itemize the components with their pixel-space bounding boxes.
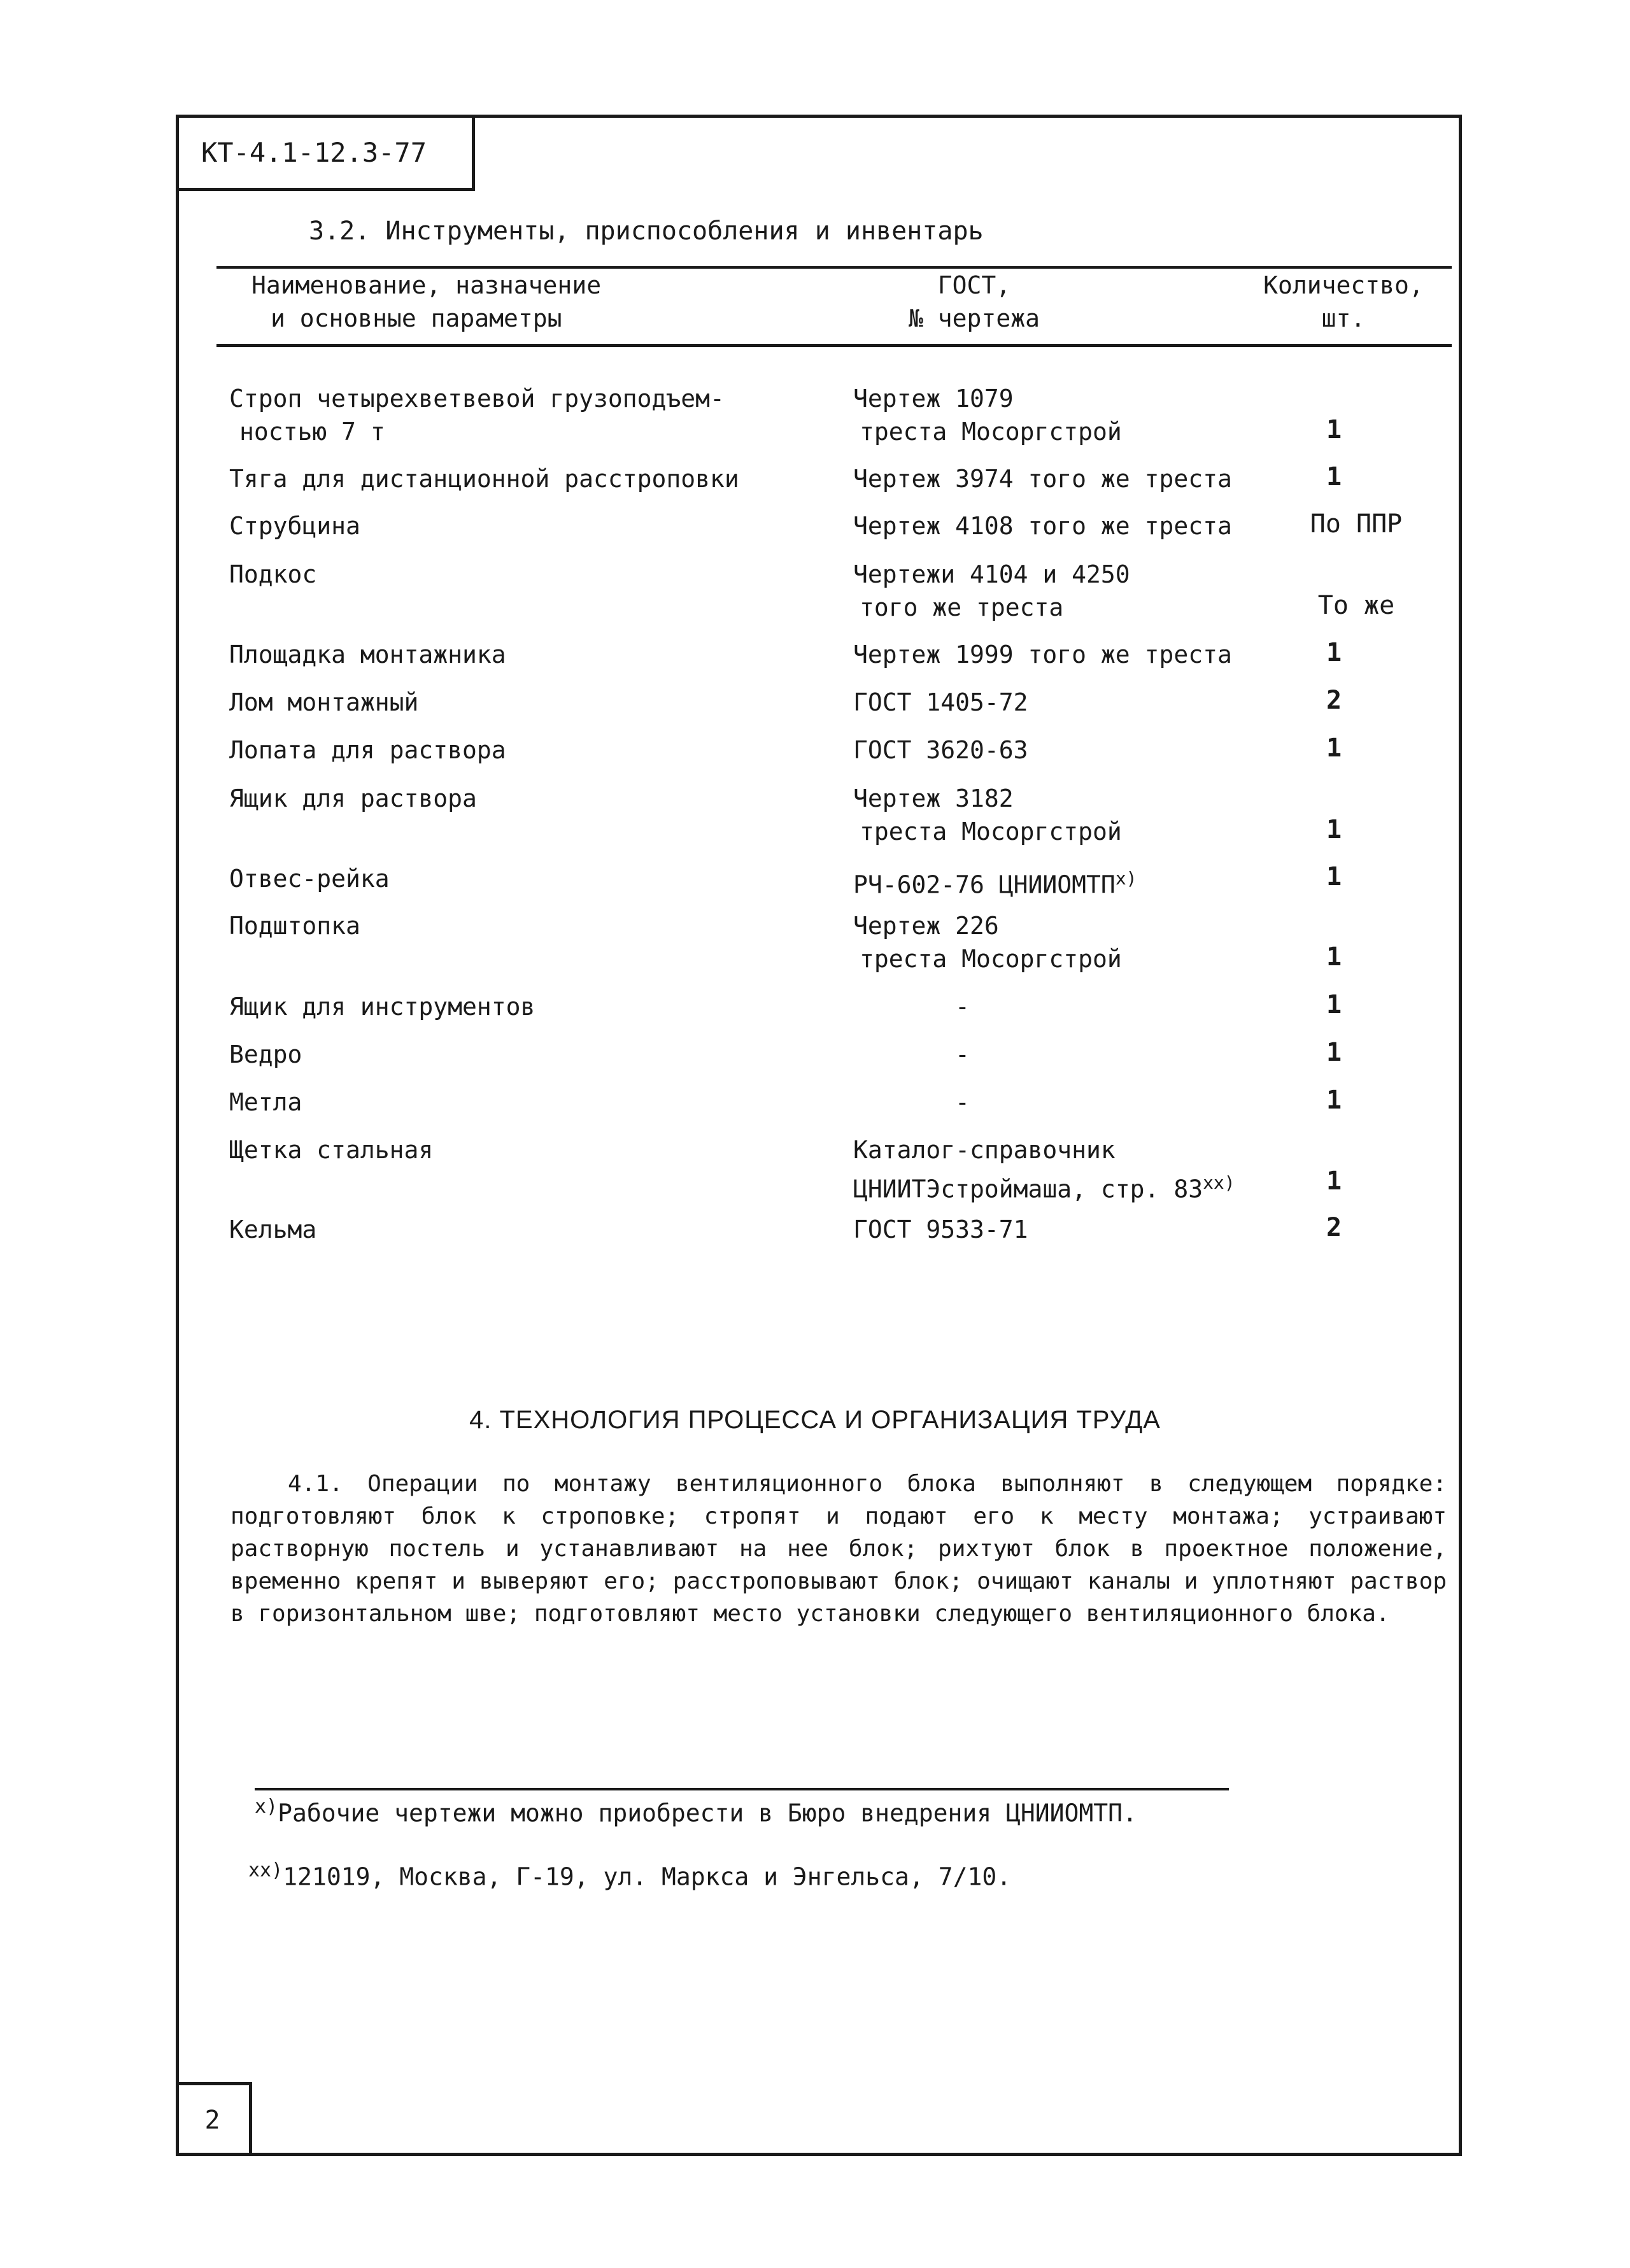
page-number: 2 (176, 2082, 252, 2156)
row-gost-cell: ГОСТ 9533-71 (853, 1216, 1028, 1244)
row-name-cell: Подштопка (229, 912, 360, 940)
row-name-cell: Ящик для инструментов (229, 993, 535, 1021)
row-name-cell: Лом монтажный (229, 688, 419, 716)
row-gost-cell: ГОСТ 1405-72 (853, 688, 1028, 716)
header-gost: ГОСТ, № чертежа (909, 271, 1040, 332)
section4-paragraph: 4.1. Операции по монтажу вентиляционного блока выполняют в следующем порядке: подготовляют блок к строповке; стропят и подают его к месту монтажа; устраивают растворную постель и устанавливают на нее блок; рихтуют блок в проектное положение, временно крепят и выверяют его; расстроповывают блок; очищают каналы и уплотняют раствор в горизонтальном шве; подготовляют место установки следующего вентиляционного блока. (230, 1471, 1447, 1627)
row-gost-cell: Чертеж 4108 того же треста (853, 512, 1232, 540)
table-header-rule (216, 344, 1452, 347)
row-qty-cell: 1 (1326, 862, 1342, 891)
row-name-cell: Кельма (229, 1216, 317, 1244)
header-qty: Количество, шт. (1263, 271, 1424, 332)
row-qty-cell: 1 (1326, 990, 1342, 1019)
row-gost-cell: РЧ-602-76 ЦНИИОМТП$^{x)}$ (853, 868, 1137, 899)
row-name-cell: Строп четырехветвевой грузоподъем- ностью 7 т (229, 385, 725, 446)
row-gost-cell: Каталог-справочник ЦНИИТЭстроймаша, стр. 83$^{xx)}$ (853, 1136, 1235, 1203)
row-qty-cell: 1 (1326, 415, 1342, 444)
row-gost-cell: ГОСТ 3620-63 (853, 736, 1028, 764)
row-qty-cell: 1 (1326, 815, 1342, 844)
row-name-cell: Щетка стальная (229, 1136, 434, 1164)
row-name-cell: Лопата для раствора (229, 736, 506, 764)
row-gost-cell: - (955, 1088, 970, 1116)
row-qty-cell: 1 (1326, 1166, 1342, 1196)
row-qty-cell: По ППР (1310, 509, 1403, 539)
row-qty-cell: 2 (1326, 686, 1342, 715)
row-qty-cell: 1 (1326, 462, 1342, 492)
section4-heading: 4. ТЕХНОЛОГИЯ ПРОЦЕССА И ОРГАНИЗАЦИЯ ТРУДА (469, 1406, 1161, 1434)
row-name-cell: Метла (229, 1088, 302, 1116)
row-qty-cell: 2 (1326, 1213, 1342, 1242)
footnote-2: $^{xx)}$121019, Москва, Г-19, ул. Маркса и Энгельса, 7/10. (248, 1859, 1012, 1891)
section-title: 3.2. Инструменты, приспособления и инвентарь (309, 216, 984, 246)
row-name-cell: Подкос (229, 560, 317, 588)
row-qty-cell: 1 (1326, 1038, 1342, 1067)
row-qty-cell: 1 (1326, 638, 1342, 667)
row-name-cell: Отвес-рейка (229, 865, 390, 893)
row-name-cell: Ящик для раствора (229, 784, 477, 812)
footnote-rule (255, 1788, 1229, 1790)
header-name: Наименование, назначение и основные параметры (252, 271, 602, 332)
row-name-cell: Площадка монтажника (229, 641, 506, 669)
row-gost-cell: Чертеж 3182 треста Мосоргстрой (853, 784, 1122, 846)
row-gost-cell: - (955, 1040, 970, 1068)
row-qty-cell: 1 (1326, 734, 1342, 763)
row-qty-cell: То же (1317, 591, 1395, 620)
row-qty-cell: 1 (1326, 942, 1342, 972)
row-gost-cell: Чертеж 226 треста Мосоргстрой (853, 912, 1122, 973)
row-gost-cell: Чертежи 4104 и 4250 того же треста (853, 560, 1130, 621)
row-gost-cell: Чертеж 1079 треста Мосоргстрой (853, 385, 1122, 446)
row-name-cell: Струбцина (229, 512, 360, 540)
row-gost-cell: Чертеж 3974 того же треста (853, 465, 1232, 493)
footnote-1: $^{x)}$Рабочие чертежи можно приобрести в Бюро внедрения ЦНИИОМТП. (255, 1796, 1137, 1827)
row-name-cell: Тяга для дистанционной расстроповки (229, 465, 739, 493)
row-name-cell: Ведро (229, 1040, 302, 1068)
row-gost-cell: - (955, 993, 970, 1021)
row-gost-cell: Чертеж 1999 того же треста (853, 641, 1232, 669)
document-code: КТ-4.1-12.3-77 (176, 115, 475, 191)
row-qty-cell: 1 (1326, 1086, 1342, 1115)
